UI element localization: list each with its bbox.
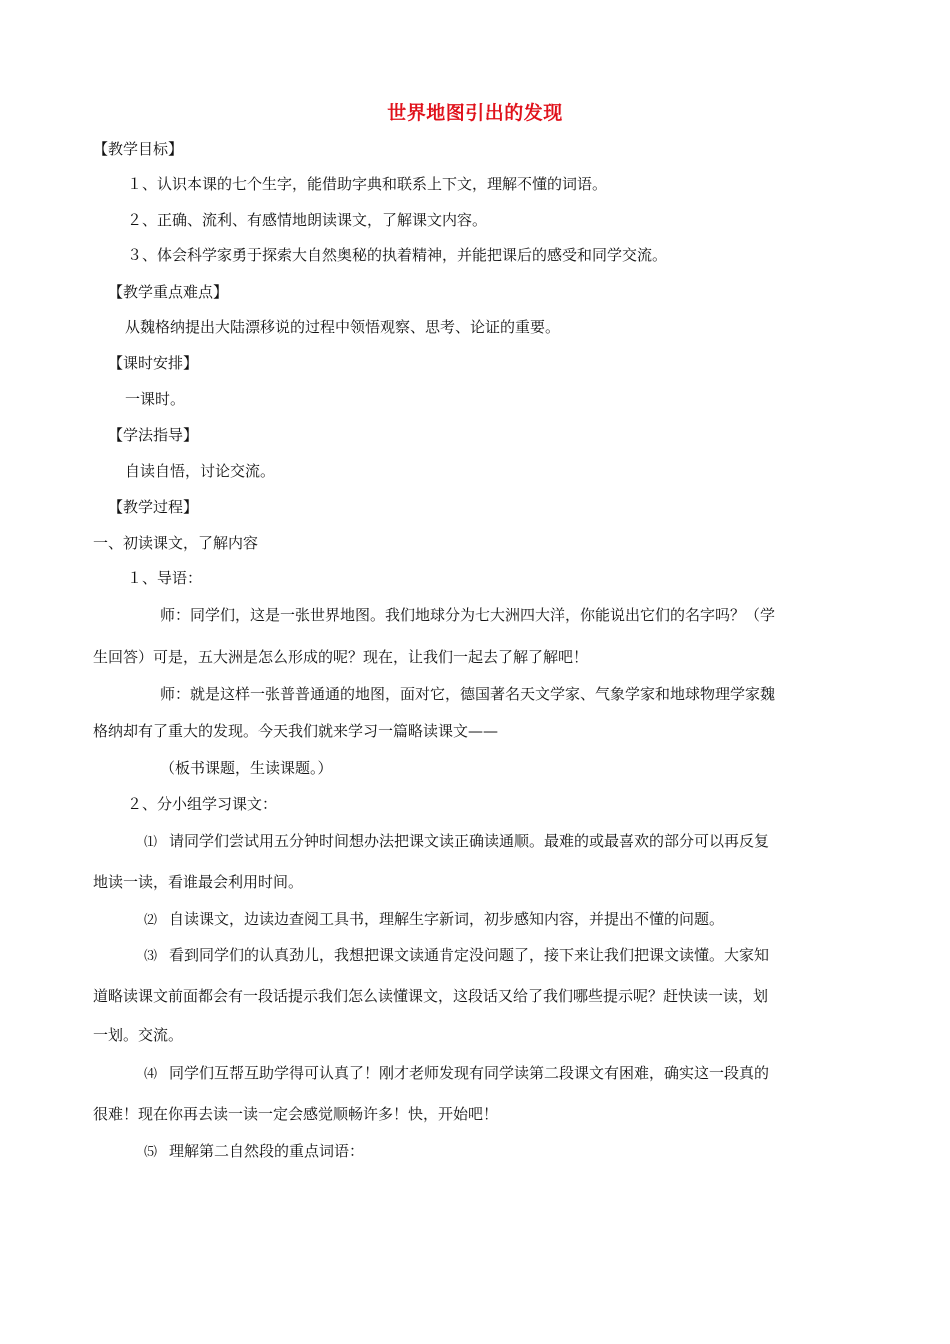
sub-item-4-number: ⑷ — [144, 1067, 158, 1082]
objectives-heading: 【教学目标】 — [93, 140, 184, 158]
sub-item-2-line-1 — [144, 908, 724, 932]
sub-item-4-line-2: 很难！现在你再去读一读一定会感觉顺畅许多！快，开始吧！ — [93, 1105, 499, 1123]
teacher-remark-1-line-2: 生回答）可是，五大洲是怎么形成的呢？现在，让我们一起去了解了解吧！ — [93, 648, 589, 666]
method-text: 自读自悟，讨论交流。 — [125, 462, 276, 480]
teacher-remark-1-line-1: 师：同学们，这是一张世界地图。我们地球分为七大洲四大洋，你能说出它们的名字吗？（学 — [160, 606, 776, 624]
sub-item-4-line-1 — [144, 1062, 769, 1086]
sub-item-4-text: 同学们互帮互助学得可认真了！刚才老师发现有同学读第二段课文有困难，确实这一段真的 — [169, 1064, 770, 1082]
teacher-remark-2-line-2: 格纳却有了重大的发现。今天我们就来学习一篇略读课文—— — [93, 722, 499, 740]
schedule-heading: 【课时安排】 — [108, 354, 199, 372]
objective-item-2: ２、正确、流利、有感情地朗读课文，了解课文内容。 — [127, 211, 488, 229]
process-step-2: ２、分小组学习课文： — [127, 795, 278, 813]
sub-item-5-text: 理解第二自然段的重点词语： — [169, 1142, 365, 1160]
method-heading: 【学法指导】 — [108, 426, 199, 444]
sub-item-2-number: ⑵ — [144, 913, 158, 928]
sub-item-1-text: 请同学们尝试用五分钟时间想办法把课文读正确读通顺。最难的或最喜欢的部分可以再反复 — [169, 832, 770, 850]
sub-item-5-number: ⑸ — [144, 1145, 158, 1160]
sub-item-3-line-3: 一划。交流。 — [93, 1026, 184, 1044]
sub-item-1-line-1 — [144, 830, 769, 854]
board-note: （板书课题，生读课题。） — [160, 759, 333, 777]
sub-item-1-number: ⑴ — [144, 835, 158, 850]
process-heading: 【教学过程】 — [108, 498, 199, 516]
sub-item-3-line-1 — [144, 944, 769, 968]
key-points-heading: 【教学重点难点】 — [108, 283, 229, 301]
sub-item-3-number: ⑶ — [144, 949, 158, 964]
objective-item-1: １、认识本课的七个生字，能借助字典和联系上下文，理解不懂的词语。 — [127, 175, 608, 193]
sub-item-3-text: 看到同学们的认真劲儿，我想把课文读通肯定没问题了，接下来让我们把课文读懂。大家知 — [169, 946, 770, 964]
sub-item-1-line-2: 地读一读，看谁最会利用时间。 — [93, 873, 304, 891]
document-title: 世界地图引出的发现 — [387, 102, 563, 124]
key-points-text: 从魏格纳提出大陆漂移说的过程中领悟观察、思考、论证的重要。 — [125, 318, 561, 336]
objective-item-3: ３、体会科学家勇于探索大自然奥秘的执着精神，并能把课后的感受和同学交流。 — [127, 246, 668, 264]
sub-item-3-line-2: 道略读课文前面都会有一段话提示我们怎么读懂课文，这段话又给了我们哪些提示呢？赶快读一读，划 — [93, 987, 769, 1005]
teacher-remark-2-line-1: 师：就是这样一张普普通通的地图，面对它，德国著名天文学家、气象学家和地球物理学家魏 — [160, 685, 776, 703]
process-section-1: 一、初读课文，了解内容 — [93, 534, 259, 552]
schedule-text: 一课时。 — [125, 390, 186, 408]
sub-item-5-line-1 — [144, 1140, 364, 1164]
process-step-1: １、导语： — [127, 569, 203, 587]
sub-item-2-text: 自读课文，边读边查阅工具书，理解生字新词，初步感知内容，并提出不懂的问题。 — [169, 910, 725, 928]
